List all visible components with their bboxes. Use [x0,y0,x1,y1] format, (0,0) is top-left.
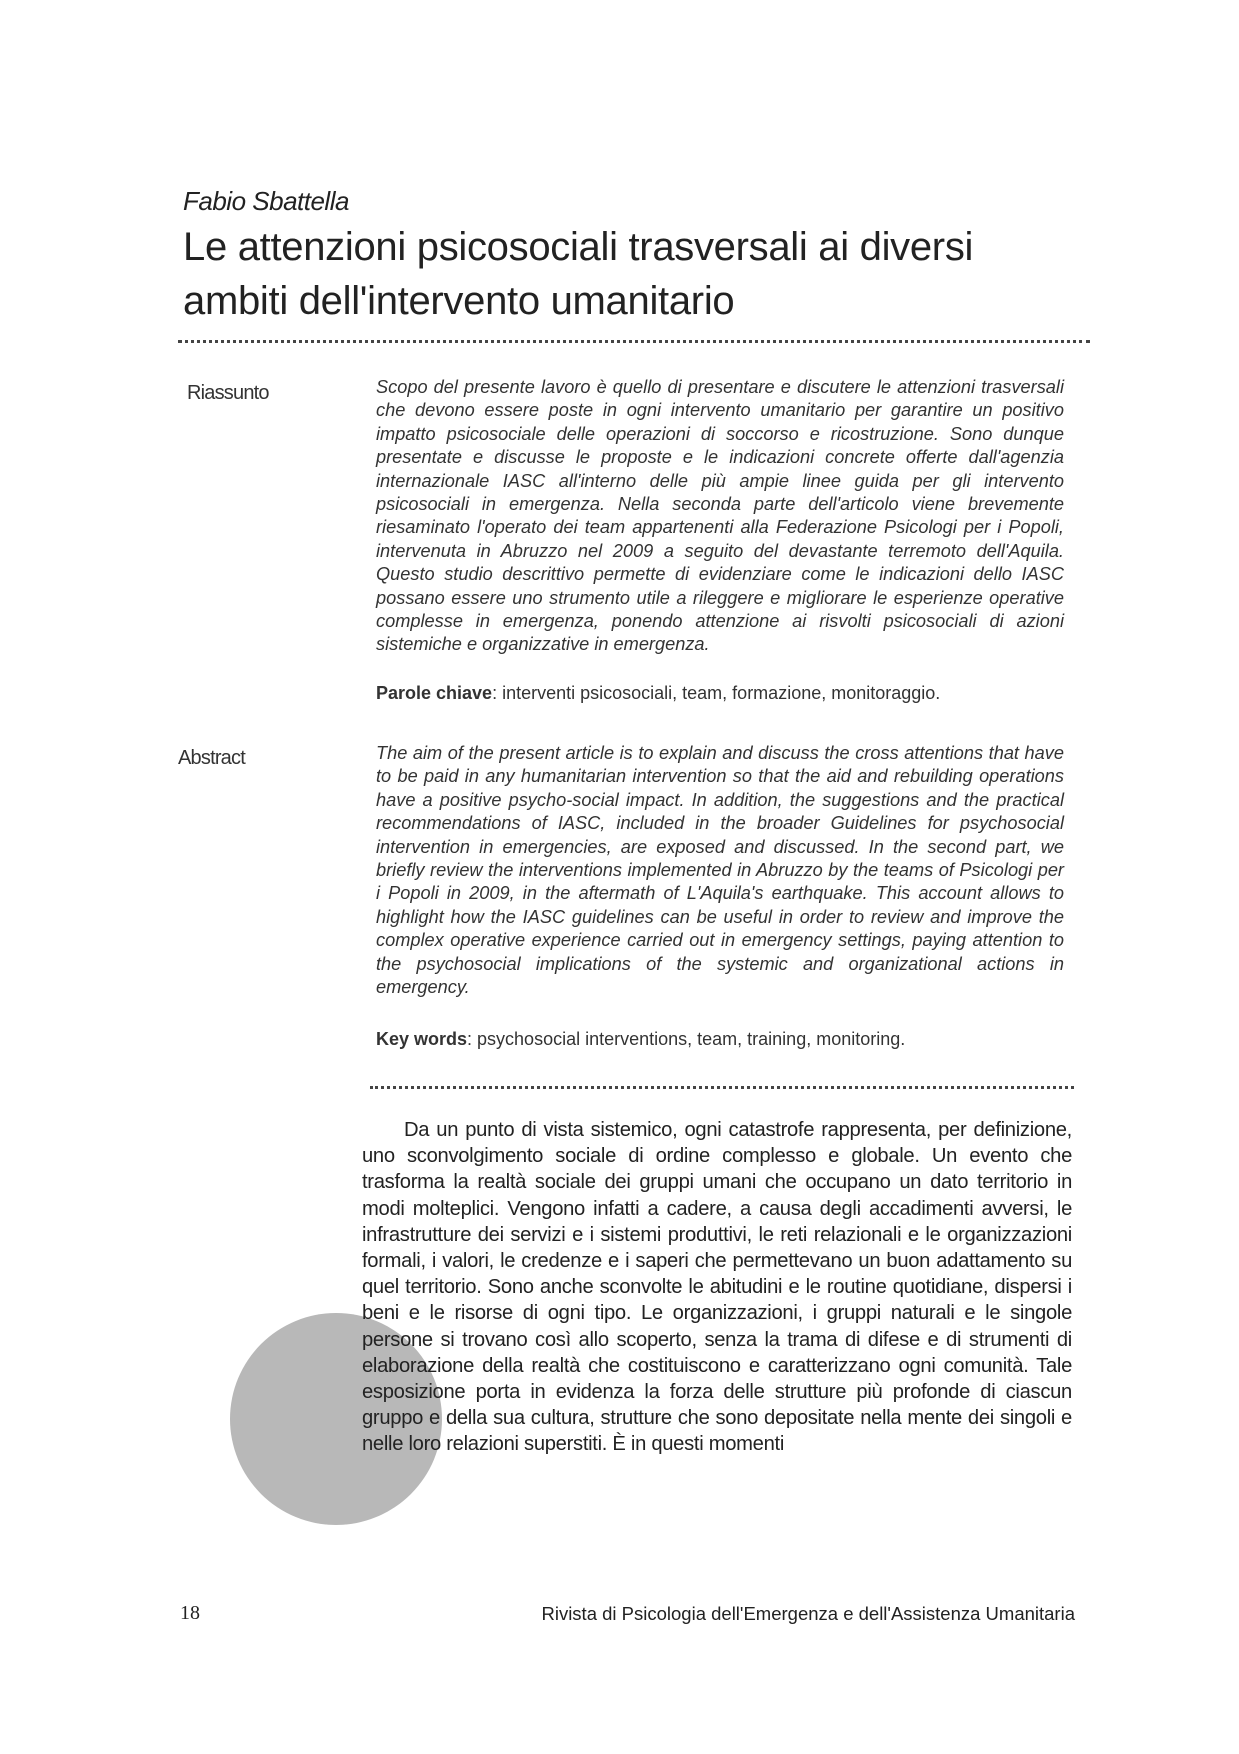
page-number: 18 [180,1602,200,1624]
riassunto-text: Scopo del presente lavoro è quello di presentare e discutere le attenzioni trasversali che devono essere poste in ogni intervento umanitario per garantire un positivo impatto psicosociale delle operazioni di soccorso e ricostruzione. Sono dunque presentate e discusse le proposte e le indicazioni concrete offerte dall'agenzia internazionale IASC all'interno delle più ampie linee guida per gli intervento psicosociali in emergenza. Nella seconda parte dell'articolo viene brevemente riesaminato l'operato dei team appartenenti alla Federazione Psicologi per i Popoli, intervenuta in Abruzzo nel 2009 a seguito del devastante terremoto dell'Aquila. Questo studio descrittivo permette di evidenziare come le indicazioni dello IASC possano essere uno strumento utile a rileggere e migliorare le esperienze operative complesse in emergenza, ponendo attenzione ai risvolti psicosociali di azioni sistemiche e organizzative in emergenza. [376,377,1064,655]
key-words-label: Key words [376,1029,468,1049]
body-paragraph: Da un punto di vista sistemico, ogni catastrofe rappresenta, per definizione, uno sconvolgimento sociale di ordine complesso e globale. Un evento che trasforma la realtà sociale dei gruppi umani che occupano un dato territorio in modi molteplici. Vengono infatti a cadere, a causa degli accadimenti avversi, le infrastrutture dei servizi e i sistemi produttivi, le reti relazionali e le organizzazioni formali, i valori, le credenze e i saperi che permettevano un buon adattamento su quel territorio. Sono anche sconvolte le abitudini e le routine quotidiane, dispersi i beni e le risorse di ogni tipo. Le organizzazioni, i gruppi naturali e le singole persone si trovano così allo scoperto, senza la trama di difese e di strumenti di elaborazione della realtà che costituiscono e caratterizzano ogni comunità. Tale esposizione porta in evidenza la forza delle strutture più profonde di ciascun gruppo e della sua cultura, strutture che sono depositate nella mente dei singoli e nelle loro relazioni superstiti. È in questi momenti [362,1119,1072,1456]
article-title: Le attenzioni psicosociali trasversali ai diversi ambiti dell'intervento umanitario [183,225,974,323]
dotted-divider-top [178,340,1090,343]
author-name: Fabio Sbattella [183,186,349,216]
parole-chiave-label: Parole chiave [376,683,493,703]
key-words-values: : psychosocial interventions, team, training, monitoring. [467,1029,906,1049]
dotted-divider-middle [370,1086,1074,1089]
riassunto-label: Riassunto [187,382,269,404]
abstract-text: The aim of the present article is to explain and discuss the cross attentions that have to be paid in any humanitarian intervention so that the aid and rebuilding operations have a positive psycho-social impact. In addition, the suggestions and the practical recommendations of IASC, included in the broader Guidelines for psychosocial intervention in emergencies, are exposed and discussed. In the second part, we briefly review the interventions implemented in Abruzzo by the teams of Psicologi per i Popoli in 2009, in the aftermath of L'Aquila's earthquake. This account allows to highlight how the IASC guidelines can be useful in order to review and improve the complex operative experience carried out in emergency settings, paying attention to the psychosocial implications of the systemic and organizational actions in emergency. [376,743,1064,998]
parole-chiave [376,681,1064,705]
journal-name: Rivista di Psicologia dell'Emergenza e dell'Assistenza Umanitaria [541,1603,1075,1624]
key-words [376,1027,1064,1051]
abstract-label: Abstract [178,747,245,769]
parole-chiave-values: : interventi psicosociali, team, formazione, monitoraggio. [492,683,941,703]
